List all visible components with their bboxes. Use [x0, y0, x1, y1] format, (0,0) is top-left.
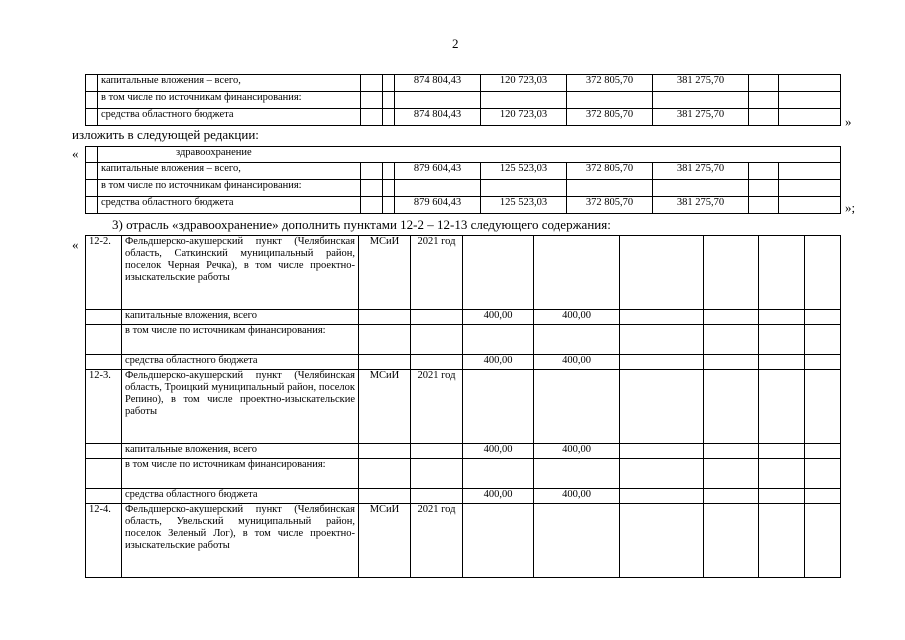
value-cell: 400,00 [534, 489, 620, 504]
value-cell: 879 604,43 [395, 197, 481, 214]
row-label: в том числе по источникам финансирования: [98, 180, 361, 197]
value-cell: 400,00 [534, 444, 620, 459]
item-org: МСиИ [359, 504, 411, 578]
value-cell: 381 275,70 [653, 75, 749, 92]
value-cell: 372 805,70 [567, 75, 653, 92]
row-label: в том числе по источникам финансирования: [122, 325, 359, 355]
item-year: 2021 год [411, 504, 463, 578]
table-row [86, 236, 841, 310]
open-quote: « [72, 146, 79, 161]
open-quote: « [72, 237, 79, 252]
item-org: МСиИ [359, 236, 411, 310]
value-cell: 400,00 [534, 355, 620, 370]
table-row [86, 489, 841, 504]
row-label: в том числе по источникам финансирования: [98, 92, 361, 109]
table-row [86, 197, 841, 214]
value-cell: 381 275,70 [653, 197, 749, 214]
table-row [86, 504, 841, 578]
row-label: средства областного бюджета [98, 197, 361, 214]
value-cell: 120 723,03 [481, 75, 567, 92]
section-header: здравоохранение [98, 147, 841, 163]
item-name: Фельдшерско-акушерский пункт (Челябинская область, Увельский муниципальный район, поселок Зеленый Лог), в том числе проектно-изыскательские работы [122, 504, 359, 578]
table-row [86, 75, 841, 92]
item-name: Фельдшерско-акушерский пункт (Челябинская область, Саткинский муниципальный район, поселок Черная Речка), в том числе проектно-изыскательские работы [122, 236, 359, 310]
table-row [86, 459, 841, 489]
value-cell: 400,00 [463, 489, 534, 504]
item-org: МСиИ [359, 370, 411, 444]
value-cell: 120 723,03 [481, 109, 567, 126]
table-row [86, 444, 841, 459]
item-number: 12-3. [86, 370, 122, 444]
value-cell: 125 523,03 [481, 163, 567, 180]
row-label: капитальные вложения – всего, [98, 163, 361, 180]
value-cell: 400,00 [534, 310, 620, 325]
value-cell: 400,00 [463, 444, 534, 459]
table-row [86, 180, 841, 197]
row-label: средства областного бюджета [98, 109, 361, 126]
table-row [86, 109, 841, 126]
row-label: средства областного бюджета [122, 489, 359, 504]
table-row [86, 92, 841, 109]
table-row [86, 325, 841, 355]
value-cell: 874 804,43 [395, 75, 481, 92]
value-cell: 125 523,03 [481, 197, 567, 214]
redaction-line: изложить в следующей редакции: [72, 127, 259, 142]
table-old-values [85, 74, 841, 126]
row-label: капитальные вложения, всего [122, 310, 359, 325]
value-cell: 874 804,43 [395, 109, 481, 126]
item-number: 12-2. [86, 236, 122, 310]
value-cell: 381 275,70 [653, 109, 749, 126]
row-label: средства областного бюджета [122, 355, 359, 370]
item-year: 2021 год [411, 370, 463, 444]
item-year: 2021 год [411, 236, 463, 310]
item-number: 12-4. [86, 504, 122, 578]
table-additions [85, 235, 841, 578]
table-row [86, 310, 841, 325]
page-number: 2 [452, 36, 459, 51]
table-row [86, 163, 841, 180]
value-cell: 372 805,70 [567, 109, 653, 126]
value-cell: 381 275,70 [653, 163, 749, 180]
table-row [86, 355, 841, 370]
close-quote: » [845, 114, 852, 129]
row-label: капитальные вложения – всего, [98, 75, 361, 92]
item3-line: 3) отрасль «здравоохранение» дополнить пунктами 12-2 – 12-13 следующего содержания: [112, 217, 611, 232]
table-row [86, 147, 841, 163]
table-new-values [85, 146, 841, 214]
row-label: в том числе по источникам финансирования: [122, 459, 359, 489]
value-cell: 400,00 [463, 355, 534, 370]
value-cell: 372 805,70 [567, 163, 653, 180]
value-cell: 879 604,43 [395, 163, 481, 180]
row-label: капитальные вложения, всего [122, 444, 359, 459]
value-cell: 372 805,70 [567, 197, 653, 214]
item-name: Фельдшерско-акушерский пункт (Челябинская область, Троицкий муниципальный район, поселок Репино), в том числе проектно-изыскательские работы [122, 370, 359, 444]
table-row [86, 370, 841, 444]
value-cell: 400,00 [463, 310, 534, 325]
close-quote: »; [845, 200, 856, 215]
